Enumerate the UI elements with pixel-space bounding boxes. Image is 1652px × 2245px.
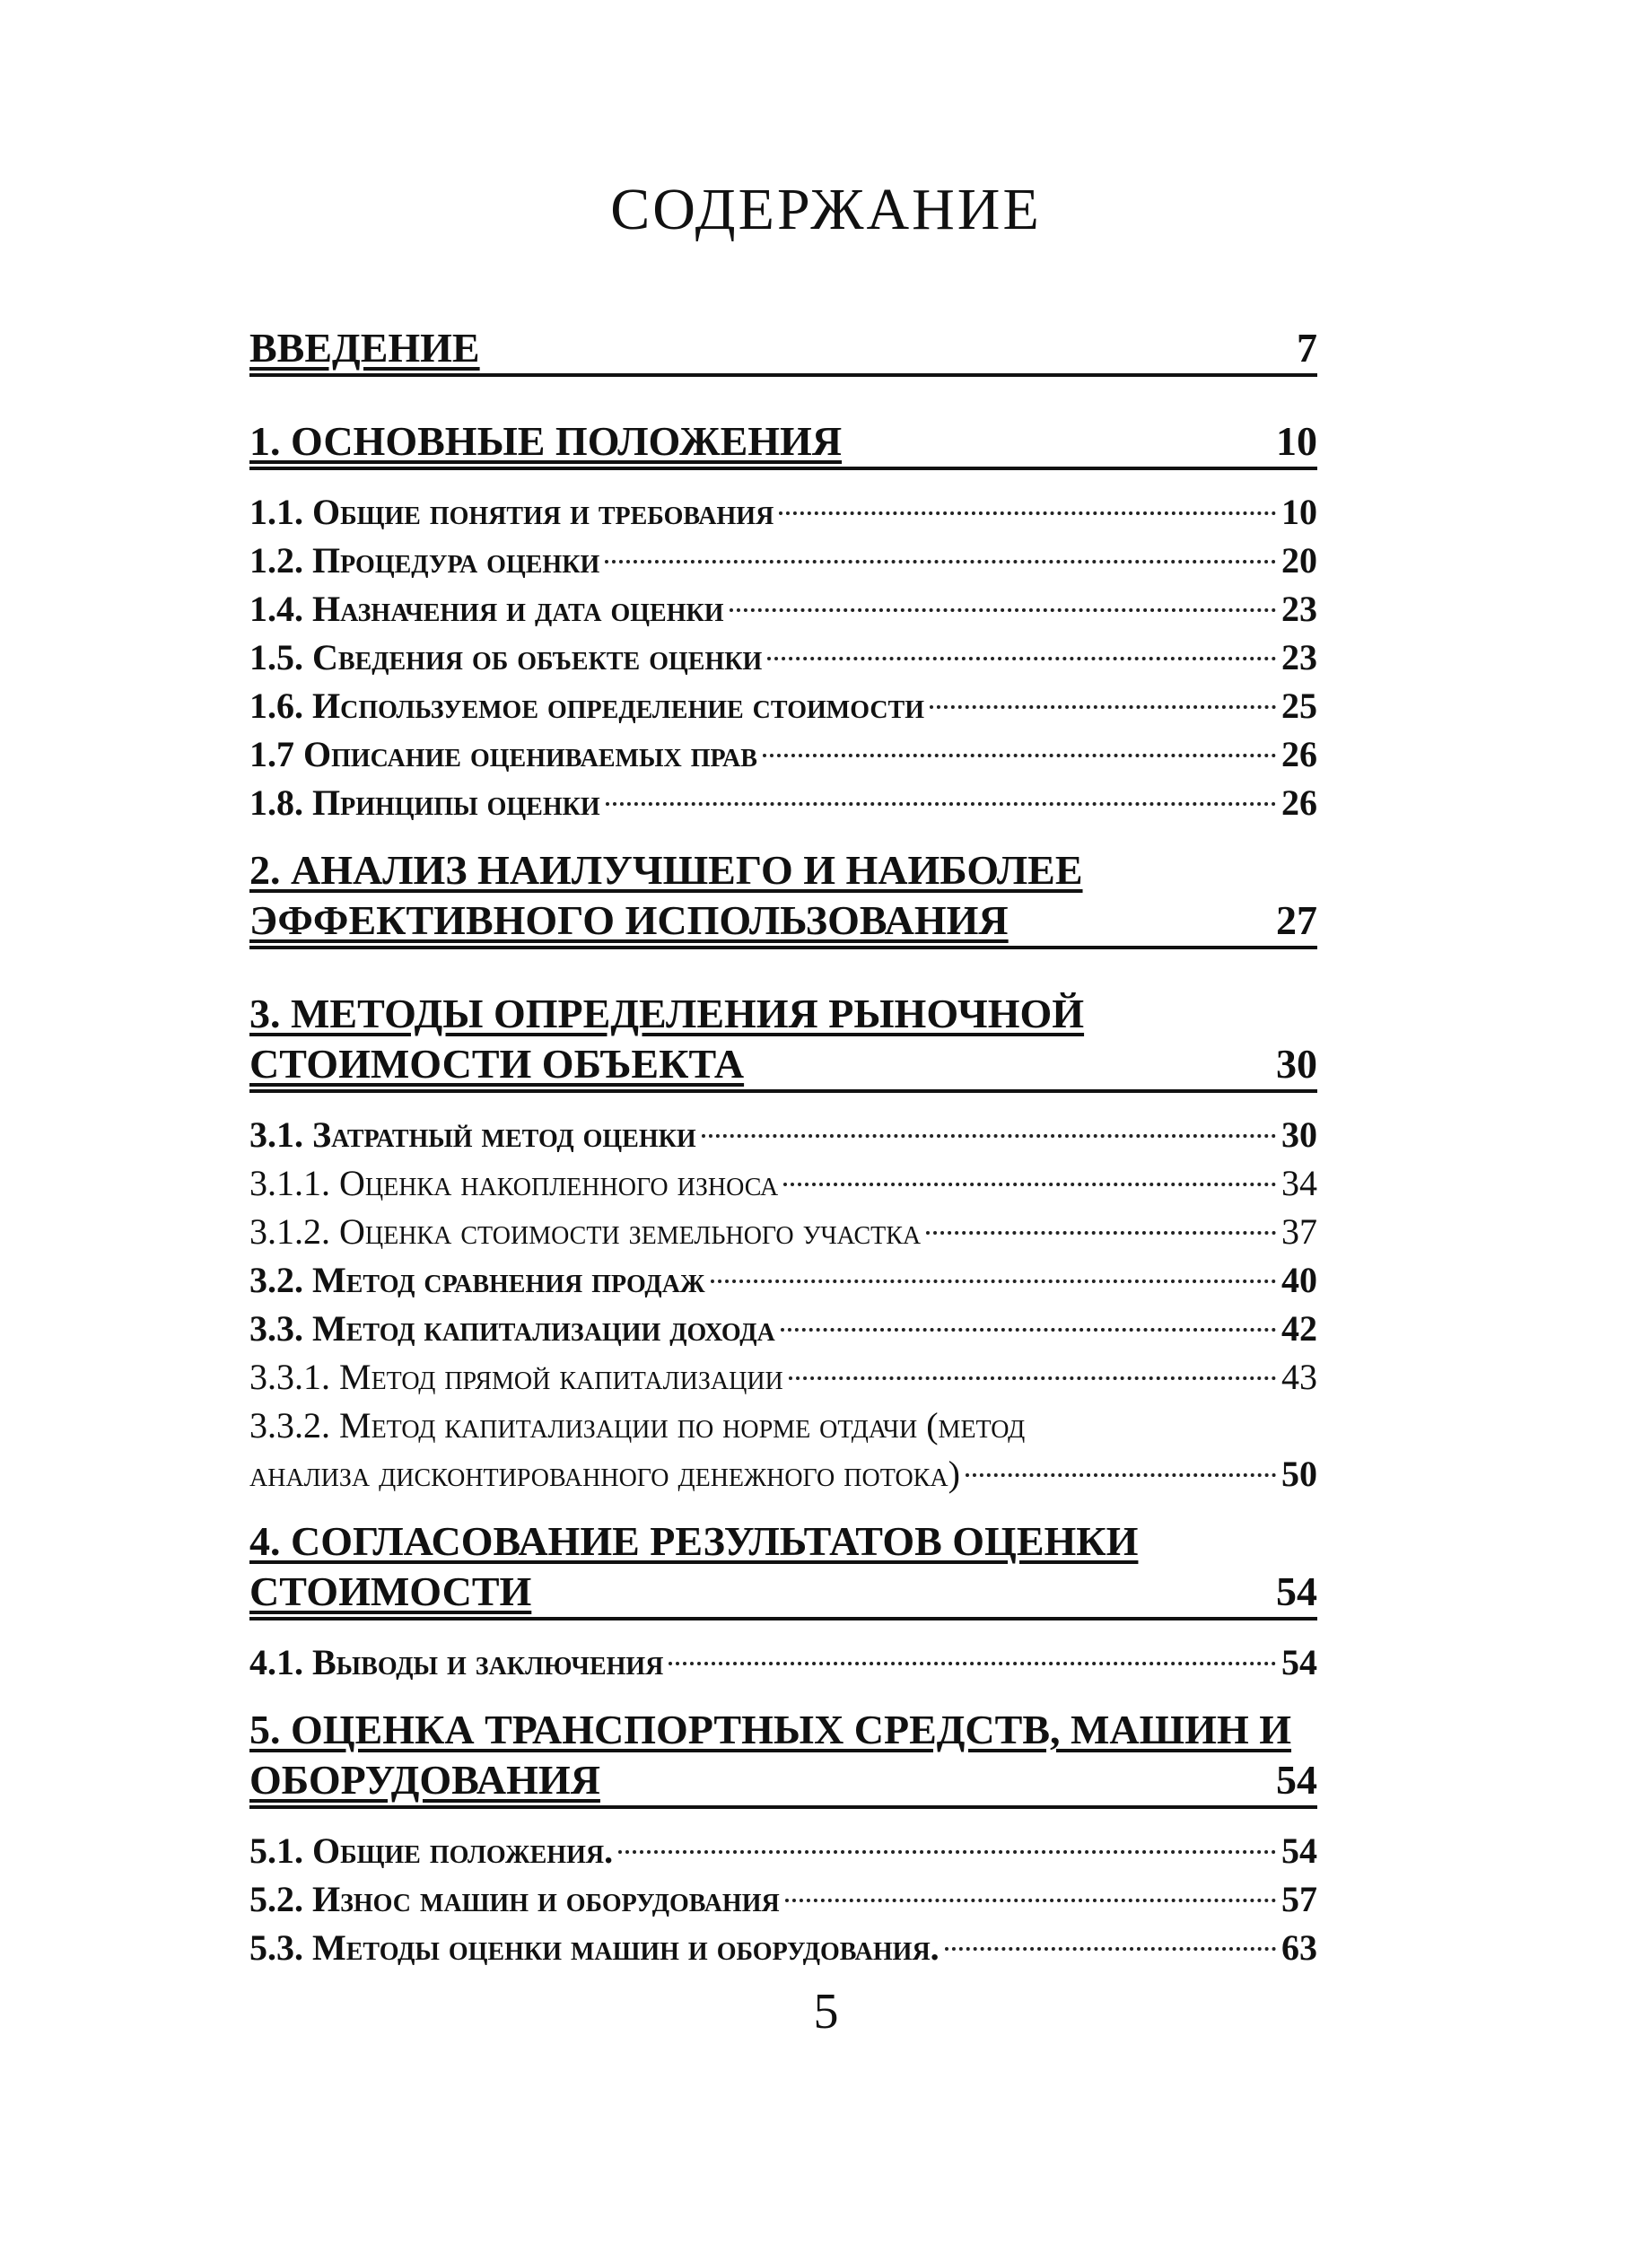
leader-dots bbox=[711, 1280, 1276, 1283]
section-title-line: ЭФФЕКТИВНОГО ИСПОЛЬЗОВАНИЯ bbox=[249, 897, 1009, 943]
leader-dots bbox=[763, 754, 1276, 757]
toc-section-1 bbox=[249, 416, 1317, 827]
toc-entry: 3.1.2. Оценка стоимости земельного участка 37 bbox=[249, 1211, 1317, 1252]
section-page: 54 bbox=[1276, 1757, 1317, 1803]
toc-entry: 1.4. Назначения и дата оценки 23 bbox=[249, 589, 1317, 629]
section-title-line: СТОИМОСТИ bbox=[249, 1568, 532, 1614]
section-title-line: ОБОРУДОВАНИЯ bbox=[249, 1757, 600, 1803]
toc-section-5 bbox=[249, 1705, 1317, 1972]
toc-entries bbox=[249, 488, 1317, 827]
section-title-line: 4. СОГЛАСОВАНИЕ РЕЗУЛЬТАТОВ ОЦЕНКИ bbox=[249, 1518, 1139, 1564]
toc-entry: 1.6. Используемое определение стоимости 25 bbox=[249, 686, 1317, 726]
leader-dots bbox=[926, 1231, 1276, 1235]
page-title: СОДЕРЖАНИЕ bbox=[610, 177, 1042, 242]
section-title-line: 2. АНАЛИЗ НАИЛУЧШЕГО И НАИБОЛЕЕ bbox=[249, 847, 1083, 893]
section-title-line: 3. МЕТОДЫ ОПРЕДЕЛЕНИЯ РЫНОЧНОЙ bbox=[249, 991, 1085, 1036]
section-page: 30 bbox=[1276, 1041, 1317, 1087]
toc-entry: 1.5. Сведения об объекте оценки 23 bbox=[249, 637, 1317, 677]
section-page: 54 bbox=[1276, 1568, 1317, 1614]
toc-entry: 5.2. Износ машин и оборудования 57 bbox=[249, 1879, 1317, 1919]
leader-dots bbox=[702, 1134, 1276, 1138]
toc-section-intro bbox=[249, 323, 1317, 377]
leader-dots bbox=[606, 802, 1276, 806]
toc-entry: 5.3. Методы оценки машин и оборудования. 63 bbox=[249, 1927, 1317, 1968]
toc-entries bbox=[249, 1827, 1317, 1972]
toc-entries bbox=[249, 1638, 1317, 1687]
toc-entry-line: 3.3.2. Метод капитализации по норме отдачи (метод bbox=[249, 1405, 1026, 1446]
section-page: 7 bbox=[1297, 325, 1317, 371]
leader-dots bbox=[781, 1328, 1276, 1332]
toc-entry: 3.1.1. Оценка накопленного износа 34 bbox=[249, 1163, 1317, 1203]
leader-dots bbox=[785, 1899, 1276, 1902]
toc-section-4 bbox=[249, 1516, 1317, 1687]
toc-entries bbox=[249, 1111, 1317, 1498]
leader-dots bbox=[669, 1662, 1276, 1665]
table-of-contents bbox=[249, 323, 1317, 1972]
toc-entry: 4.1. Выводы и заключения 54 bbox=[249, 1642, 1317, 1682]
section-title-line: 5. ОЦЕНКА ТРАНСПОРТНЫХ СРЕДСТВ, МАШИН И bbox=[249, 1707, 1292, 1752]
section-title: 1. ОСНОВНЫЕ ПОЛОЖЕНИЯ bbox=[249, 418, 843, 464]
section-page: 10 bbox=[1276, 418, 1317, 464]
leader-dots bbox=[730, 608, 1276, 612]
page-number: 5 bbox=[813, 1984, 839, 2040]
leader-dots bbox=[779, 511, 1276, 515]
toc-entry: 3.3.1. Метод прямой капитализации 43 bbox=[249, 1357, 1317, 1397]
toc-entry: 1.8. Принципы оценки 26 bbox=[249, 782, 1317, 823]
toc-section-3 bbox=[249, 989, 1317, 1498]
section-page: 27 bbox=[1276, 897, 1317, 943]
toc-entry: 1.7 Описание оцениваемых прав 26 bbox=[249, 734, 1317, 774]
leader-dots bbox=[945, 1947, 1276, 1951]
toc-entry: анализа дисконтированного денежного потока) 50 bbox=[249, 1454, 1317, 1494]
toc-entry: 3.3. Метод капитализации дохода 42 bbox=[249, 1308, 1317, 1349]
toc-entry: 1.2. Процедура оценки 20 bbox=[249, 540, 1317, 581]
leader-dots bbox=[789, 1376, 1276, 1380]
toc-entry: 3.1. Затратный метод оценки 30 bbox=[249, 1114, 1317, 1155]
leader-dots bbox=[767, 657, 1276, 660]
leader-dots bbox=[618, 1850, 1276, 1854]
toc-section-2 bbox=[249, 845, 1317, 949]
leader-dots bbox=[605, 560, 1276, 563]
leader-dots bbox=[930, 705, 1276, 709]
leader-dots bbox=[966, 1473, 1276, 1477]
toc-entry: 5.1. Общие положения. 54 bbox=[249, 1830, 1317, 1871]
leader-dots bbox=[783, 1183, 1276, 1186]
section-title: ВВЕДЕНИЕ bbox=[249, 325, 480, 371]
toc-entry: 1.1. Общие понятия и требования 10 bbox=[249, 492, 1317, 532]
section-title-line: СТОИМОСТИ ОБЪЕКТА bbox=[249, 1041, 745, 1087]
toc-entry: 3.2. Метод сравнения продаж 40 bbox=[249, 1260, 1317, 1300]
